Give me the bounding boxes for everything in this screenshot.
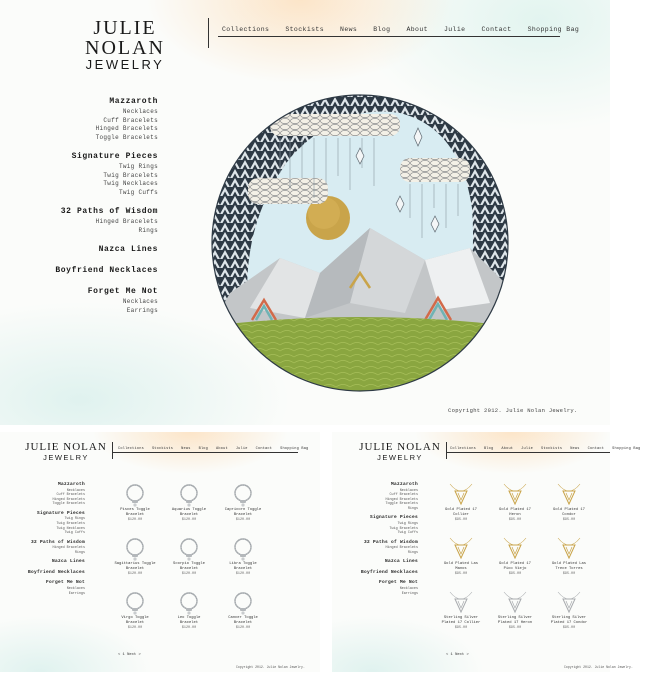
- brand-logo-name: JULIE NOLAN: [359, 441, 441, 453]
- collection-sublink-rings[interactable]: Rings: [407, 506, 418, 511]
- product-name[interactable]: Scorpio Toggle Bracelet: [173, 562, 205, 571]
- nav-item-about[interactable]: About: [501, 447, 514, 451]
- brand-logo-name: JULIE NOLAN: [25, 441, 107, 453]
- product-price: $95.00: [508, 518, 522, 523]
- header-divider: [208, 18, 209, 48]
- pendant-necklace-icon: [490, 482, 540, 508]
- toggle-bracelet-icon: [218, 536, 268, 562]
- collection-group-signature-pieces: [28, 511, 85, 536]
- product-card[interactable]: [218, 536, 268, 586]
- main-nav: [222, 26, 595, 33]
- pagination[interactable]: < 1 Next >: [446, 653, 469, 657]
- collection-group-32-paths-of-wisdom: [28, 540, 85, 556]
- product-card[interactable]: [218, 590, 268, 640]
- product-price: $95.00: [508, 572, 522, 577]
- brand-logo-subtitle: JEWELRY: [85, 57, 165, 72]
- collection-sublink-hinged-bracelets[interactable]: Hinged Bracelets: [52, 546, 85, 551]
- product-price: $120.00: [181, 572, 197, 577]
- collection-sublink-twig-bracelets[interactable]: Twig Bracelets: [389, 526, 418, 531]
- collection-sublink-necklaces[interactable]: Necklaces: [122, 298, 158, 305]
- product-price: $120.00: [235, 572, 251, 577]
- product-grid: [110, 482, 268, 640]
- nav-item-news[interactable]: News: [181, 447, 191, 451]
- collection-group-mazzaroth: [361, 482, 418, 511]
- nav-item-contact[interactable]: Contact: [481, 26, 512, 33]
- header-divider: [112, 442, 113, 459]
- toggle-bracelet-icon: [164, 590, 214, 616]
- pendant-necklace-icon: [436, 482, 486, 508]
- collection-sublink-earrings[interactable]: Earrings: [126, 306, 158, 314]
- collection-group-mazzaroth: [28, 482, 85, 507]
- collection-sublink-necklaces[interactable]: Necklaces: [399, 586, 418, 591]
- product-grid: [436, 482, 594, 640]
- product-card[interactable]: [490, 590, 540, 640]
- collection-group-forget-me-not: [55, 286, 158, 315]
- product-card[interactable]: [164, 536, 214, 586]
- header-rule: [112, 452, 298, 453]
- collection-sublink-twig-necklaces[interactable]: Twig Necklaces: [103, 180, 158, 187]
- product-name[interactable]: Pisces Toggle Bracelet: [120, 508, 150, 517]
- nav-item-blog[interactable]: Blog: [198, 447, 209, 451]
- collection-group-boyfriend-necklaces: [55, 265, 158, 277]
- nav-item-contact[interactable]: Contact: [255, 447, 273, 451]
- hero-artwork: [210, 88, 510, 398]
- collection-group-boyfriend-necklaces: [28, 570, 85, 577]
- product-name[interactable]: Gold Plated 17 Pico Viejo: [499, 562, 531, 571]
- main-nav: [118, 447, 316, 451]
- product-card[interactable]: [436, 482, 486, 532]
- product-card[interactable]: [490, 482, 540, 532]
- copyright: Copyright 2012. Julie Nolan Jewelry.: [564, 665, 633, 669]
- product-name[interactable]: Sterling Silver Plated 17 Condor: [550, 616, 588, 625]
- collection-sublink-cuff-bracelets[interactable]: Cuff Bracelets: [56, 493, 85, 498]
- product-price: $95.00: [562, 572, 576, 577]
- collection-sublink-twig-cuffs[interactable]: Twig Cuffs: [397, 531, 418, 536]
- collections-sidebar: [28, 482, 85, 600]
- product-card[interactable]: [490, 536, 540, 586]
- nav-item-julie[interactable]: Julie: [235, 447, 248, 451]
- nav-item-blog[interactable]: Blog: [483, 447, 494, 451]
- collection-sublink-hinged-bracelets[interactable]: Hinged Bracelets: [385, 546, 418, 551]
- product-price: $120.00: [181, 518, 197, 523]
- product-name[interactable]: Sterling Silver Plated 17 Collier: [441, 616, 481, 625]
- collection-sublink-necklaces[interactable]: Necklaces: [66, 586, 85, 591]
- nav-item-collections[interactable]: Collections: [222, 26, 270, 33]
- collection-sublink-twig-bracelets[interactable]: Twig Bracelets: [103, 171, 158, 179]
- collection-link-forget-me-not[interactable]: Forget Me Not: [87, 287, 158, 296]
- collection-link-mazzaroth[interactable]: Mazzaroth: [109, 97, 158, 106]
- product-name[interactable]: Gold Plated Las Manos: [443, 562, 479, 571]
- product-name[interactable]: Capricorn Toggle Bracelet: [224, 508, 262, 517]
- collection-link-signature-pieces[interactable]: Signature Pieces: [36, 510, 85, 516]
- collection-sublink-earrings[interactable]: Earrings: [401, 591, 418, 596]
- toggle-bracelet-icon: [164, 536, 214, 562]
- product-card[interactable]: [110, 590, 160, 640]
- pendant-necklace-icon: [544, 536, 594, 562]
- collection-sublink-hinged-bracelets[interactable]: Hinged Bracelets: [385, 497, 418, 502]
- collection-link-forget-me-not[interactable]: Forget Me Not: [45, 580, 85, 586]
- product-price: $120.00: [127, 626, 143, 631]
- product-card[interactable]: [110, 536, 160, 586]
- product-card[interactable]: [544, 590, 594, 640]
- collection-link-boyfriend-necklaces[interactable]: Boyfriend Necklaces: [360, 569, 418, 575]
- nav-item-collections[interactable]: Collections: [450, 447, 476, 451]
- toggle-bracelet-icon: [110, 536, 160, 562]
- product-price: $95.00: [454, 518, 468, 523]
- product-name[interactable]: Aquarius Toggle Bracelet: [171, 508, 207, 517]
- collection-sublink-hinged-bracelets[interactable]: Hinged Bracelets: [95, 218, 158, 225]
- product-card[interactable]: [436, 536, 486, 586]
- brand-logo-subtitle: JEWELRY: [377, 453, 423, 462]
- nav-item-blog[interactable]: Blog: [373, 26, 391, 33]
- product-name[interactable]: Sterling Silver Plated 17 Heron: [497, 616, 533, 625]
- collection-sublink-twig-rings[interactable]: Twig Rings: [118, 163, 158, 170]
- collection-sublink-rings[interactable]: Rings: [138, 226, 158, 234]
- product-name[interactable]: Gold Plated 17 Condor: [553, 508, 585, 517]
- collection-link-forget-me-not[interactable]: Forget Me Not: [378, 580, 418, 586]
- header-rule: [218, 36, 560, 37]
- collection-link-32-paths-of-wisdom[interactable]: 32 Paths of Wisdom: [30, 539, 85, 545]
- collection-sublink-twig-bracelets[interactable]: Twig Bracelets: [56, 521, 85, 526]
- product-price: $120.00: [127, 518, 143, 523]
- collections-sidebar: [55, 96, 158, 324]
- collection-group-32-paths-of-wisdom: [55, 206, 158, 235]
- collection-sublink-twig-cuffs[interactable]: Twig Cuffs: [118, 188, 158, 196]
- nav-item-stockists[interactable]: Stockists: [151, 447, 174, 451]
- collection-group-nazca-lines: [361, 559, 418, 566]
- collection-group-signature-pieces: [361, 515, 418, 535]
- collection-sublink-necklaces[interactable]: Necklaces: [399, 488, 418, 493]
- product-name[interactable]: Sagittarius Toggle Bracelet: [114, 562, 156, 571]
- collection-sublink-cuff-bracelets[interactable]: Cuff Bracelets: [389, 493, 418, 498]
- collection-sublink-rings[interactable]: Rings: [407, 550, 418, 555]
- product-price: $95.00: [454, 572, 468, 577]
- collection-sublink-cuff-bracelets[interactable]: Cuff Bracelets: [103, 116, 158, 124]
- nav-item-julie[interactable]: Julie: [443, 26, 466, 33]
- collection-group-boyfriend-necklaces: [361, 570, 418, 577]
- collection-group-nazca-lines: [28, 559, 85, 566]
- brand-logo[interactable]: [24, 442, 108, 462]
- pagination[interactable]: < 1 Next >: [118, 653, 141, 657]
- collection-sublink-toggle-bracelets[interactable]: Toggle Bracelets: [385, 502, 418, 507]
- product-name[interactable]: Gold Plated 17 Heron: [499, 508, 531, 517]
- product-price: $120.00: [127, 572, 143, 577]
- pendant-necklace-icon: [436, 590, 486, 616]
- product-card[interactable]: [218, 482, 268, 532]
- collection-link-signature-pieces[interactable]: Signature Pieces: [369, 515, 418, 521]
- collection-sublink-twig-cuffs[interactable]: Twig Cuffs: [64, 531, 85, 536]
- nav-item-about[interactable]: About: [216, 447, 228, 451]
- collection-sublink-necklaces[interactable]: Necklaces: [66, 488, 85, 493]
- product-card[interactable]: [436, 590, 486, 640]
- collection-group-nazca-lines: [55, 244, 158, 256]
- product-price: $95.00: [562, 518, 576, 523]
- pendant-necklace-icon: [490, 590, 540, 616]
- brand-logo-name: JULIE NOLAN: [85, 17, 165, 59]
- product-name[interactable]: Gold Plated 17 Collier: [445, 508, 477, 517]
- collection-group-signature-pieces: [55, 151, 158, 197]
- collection-sublink-hinged-bracelets[interactable]: Hinged Bracelets: [95, 125, 158, 132]
- product-price: $95.00: [562, 626, 576, 631]
- nav-item-collections[interactable]: Collections: [118, 447, 144, 451]
- nav-item-about[interactable]: About: [406, 26, 428, 33]
- collections-sidebar: [361, 482, 418, 600]
- product-card[interactable]: [164, 590, 214, 640]
- pendant-necklace-icon: [544, 482, 594, 508]
- nav-item-contact[interactable]: Contact: [587, 447, 605, 451]
- nav-item-shopping-bag[interactable]: Shopping Bag: [527, 26, 580, 33]
- collection-group-mazzaroth: [55, 96, 158, 142]
- product-price: $120.00: [181, 626, 197, 631]
- product-page-nazca-lines: [332, 432, 641, 672]
- header-rule: [446, 452, 610, 453]
- product-name[interactable]: Libra Toggle Bracelet: [229, 562, 257, 571]
- collection-link-nazca-lines[interactable]: Nazca Lines: [51, 559, 85, 565]
- product-card[interactable]: [544, 536, 594, 586]
- copyright: Copyright 2012. Julie Nolan Jewelry.: [448, 407, 578, 414]
- collection-sublink-toggle-bracelets[interactable]: Toggle Bracelets: [52, 502, 85, 507]
- collection-sublink-rings[interactable]: Rings: [74, 550, 85, 555]
- nav-item-shopping-bag[interactable]: Shopping Bag: [612, 447, 641, 451]
- product-price: $120.00: [235, 626, 251, 631]
- brand-logo[interactable]: [358, 442, 442, 462]
- product-name[interactable]: Gold Plated Las Trece Torres: [551, 562, 587, 571]
- header-divider: [446, 442, 447, 459]
- collection-link-mazzaroth[interactable]: Mazzaroth: [390, 482, 418, 487]
- toggle-bracelet-icon: [110, 590, 160, 616]
- brand-logo-subtitle: JEWELRY: [43, 453, 89, 462]
- toggle-bracelet-icon: [218, 482, 268, 508]
- collection-link-32-paths-of-wisdom[interactable]: 32 Paths of Wisdom: [60, 207, 158, 216]
- nav-item-stockists[interactable]: Stockists: [540, 447, 563, 451]
- nav-item-news[interactable]: News: [570, 447, 580, 451]
- collection-sublink-necklaces[interactable]: Necklaces: [122, 108, 158, 115]
- pendant-necklace-icon: [436, 536, 486, 562]
- collection-link-boyfriend-necklaces[interactable]: Boyfriend Necklaces: [55, 266, 158, 275]
- collection-sublink-twig-necklaces[interactable]: Twig Necklaces: [56, 526, 85, 531]
- nav-item-stockists[interactable]: Stockists: [285, 26, 325, 33]
- collection-sublink-twig-rings[interactable]: Twig Rings: [64, 517, 85, 522]
- collection-sublink-toggle-bracelets[interactable]: Toggle Bracelets: [95, 133, 158, 141]
- product-price: $95.00: [454, 626, 468, 631]
- collection-link-mazzaroth[interactable]: Mazzaroth: [57, 482, 85, 487]
- product-name[interactable]: Cancer Toggle Bracelet: [228, 616, 258, 625]
- brand-logo[interactable]: [50, 18, 200, 72]
- collection-group-forget-me-not: [28, 580, 85, 596]
- collection-group-32-paths-of-wisdom: [361, 540, 418, 556]
- collection-sublink-twig-rings[interactable]: Twig Rings: [397, 521, 418, 526]
- product-price: $120.00: [235, 518, 251, 523]
- toggle-bracelet-icon: [110, 482, 160, 508]
- toggle-bracelet-icon: [218, 590, 268, 616]
- collection-link-32-paths-of-wisdom[interactable]: 32 Paths of Wisdom: [363, 539, 418, 545]
- product-name[interactable]: Virgo Toggle Bracelet: [121, 616, 149, 625]
- pendant-necklace-icon: [544, 590, 594, 616]
- nav-item-news[interactable]: News: [340, 26, 358, 33]
- copyright: Copyright 2012. Julie Nolan Jewelry.: [236, 665, 305, 669]
- product-page-toggle-bracelets: [0, 432, 320, 672]
- product-price: $95.00: [508, 626, 522, 631]
- collection-group-forget-me-not: [361, 580, 418, 596]
- collection-sublink-hinged-bracelets[interactable]: Hinged Bracelets: [52, 497, 85, 502]
- product-card[interactable]: [544, 482, 594, 532]
- toggle-bracelet-icon: [164, 482, 214, 508]
- main-nav: [450, 447, 648, 451]
- product-card[interactable]: [164, 482, 214, 532]
- pendant-necklace-icon: [490, 536, 540, 562]
- collection-sublink-earrings[interactable]: Earrings: [68, 591, 85, 596]
- product-card[interactable]: [110, 482, 160, 532]
- nav-item-shopping-bag[interactable]: Shopping Bag: [280, 447, 309, 451]
- hero-illustration: [210, 88, 510, 398]
- collection-link-nazca-lines[interactable]: Nazca Lines: [98, 245, 158, 254]
- collection-link-nazca-lines[interactable]: Nazca Lines: [384, 559, 418, 565]
- collection-link-signature-pieces[interactable]: Signature Pieces: [71, 152, 158, 161]
- collection-link-boyfriend-necklaces[interactable]: Boyfriend Necklaces: [27, 569, 85, 575]
- nav-item-julie[interactable]: Julie: [521, 447, 533, 451]
- product-name[interactable]: Leo Toggle Bracelet: [177, 616, 201, 625]
